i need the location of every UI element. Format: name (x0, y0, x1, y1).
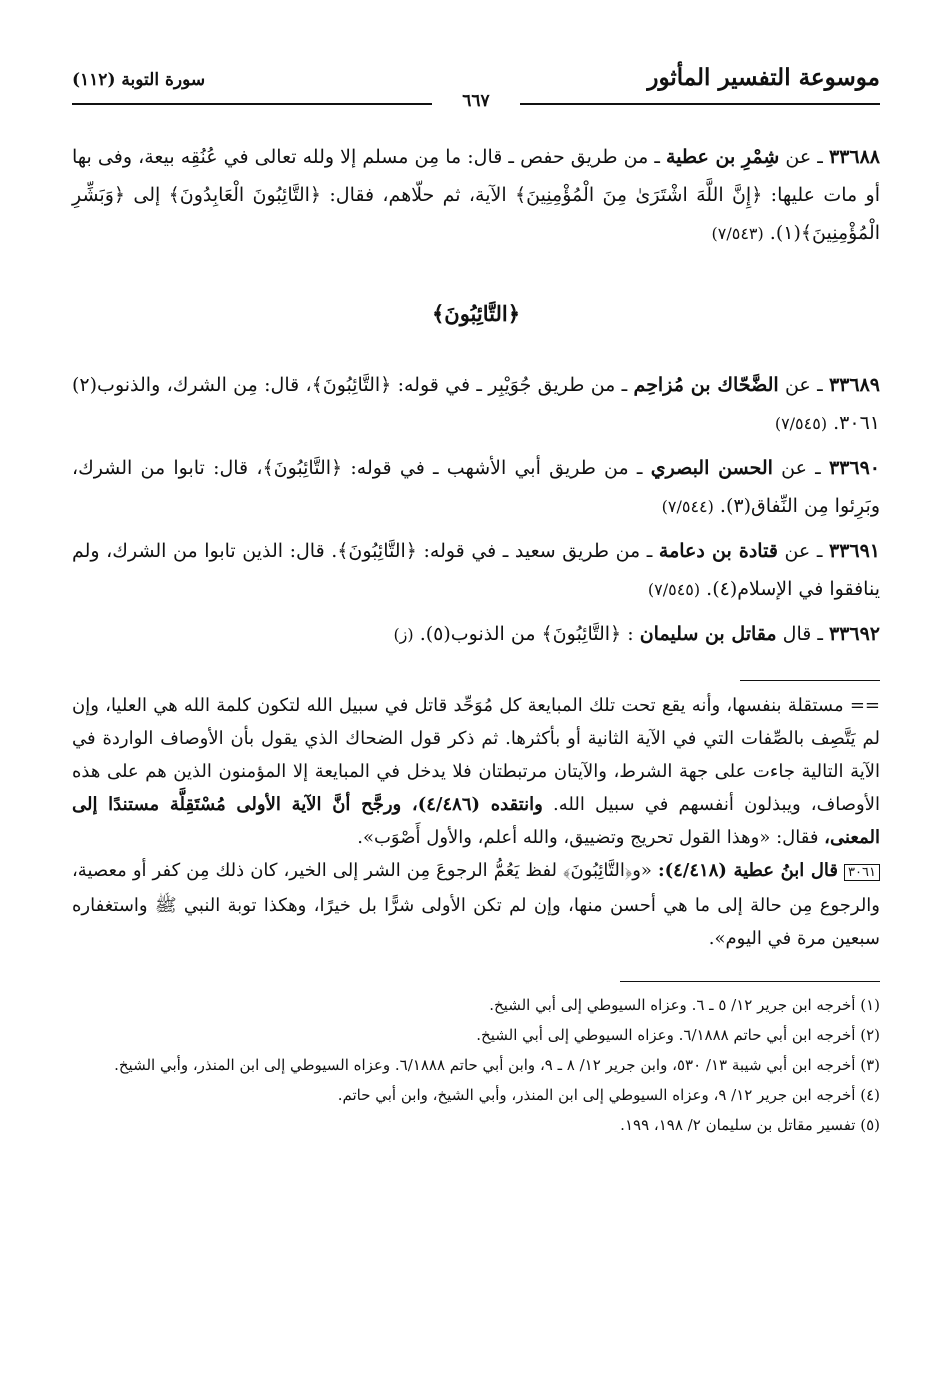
entry-text: ـ من طريق جُوَيْبِر ـ في قوله: ﴿التَّائِبُونَ﴾، قال: مِن الشرك، والذنوب(٢) ٣٠٦١. (72, 374, 880, 434)
page (72, 56, 880, 1134)
hadith-entry: ٣٣٦٩٢ ـ قال مقاتل بن سليمان : ﴿التَّائِبُونَ﴾ من الذنوب(٥). (ز) (393, 623, 880, 645)
footnote: (٤) أخرجه ابن جرير ١٢/ ٩، وعزاه السيوطي إلى ابن المنذر، وأبي الشيخ، وابن أبي حاتم. (337, 1086, 880, 1104)
footnote: (١) أخرجه ابن جرير ١٢/ ٥ ـ ٦. وعزاه السيوطي إلى أبي الشيخ. (489, 996, 880, 1014)
entry-number: ٣٣٦٩١ (828, 540, 880, 562)
entry-text: ـ من طريق حفص ـ قال: ما مِن مسلم إلا ولله تعالى في عُنُقِه بيعة، وفى بها أو مات عليها: ﴿إِنَّ اللَّهَ اشْتَرَىٰ مِنَ الْمُؤْمِنِينَ﴾ الآية، ثم حلّاهم، فقال: ﴿التَّائِبُونَ الْعَابِدُونَ﴾ إلى ﴿وَبَشِّرِ الْمُؤْمِنِينَ﴾(١). (72, 146, 880, 244)
page-number: ٦٦٧ (454, 91, 497, 111)
commentary-text: «و﴿التَّائِبُونَ﴾ لفظ يَعُمُّ الرجوعَ مِن الشر إلى الخير، كان ذلك مِن كفر أو معصية، والرجوع مِن حالة إلى ما هي أحسن منها، وإن لم تكن الأولى شرًّا بل خيرًا، وهكذا توبة النبي ﷺ واستغفاره سبعين مرة في اليوم». (72, 860, 880, 949)
commentary-paragraph (72, 689, 880, 854)
entry-number: ٣٣٦٨٩ (828, 374, 880, 396)
footnote-separator (620, 981, 880, 982)
hadith-entry: ٣٣٦٩٠ ـ عن الحسن البصري ـ من طريق أبي الأشهب ـ في قوله: ﴿التَّائِبُونَ﴾، قال: تابوا من الشرك، وبَرِئوا مِن النِّفاق(٣). (٧/٥٤٤) (72, 457, 880, 517)
narrator-name: قتادة بن دعامة (658, 540, 778, 562)
book-title: موسوعة التفسير المأثور (647, 64, 880, 91)
footnote: (٣) أخرجه ابن أبي شيبة ١٣/ ٥٣٠، وابن جرير ١٢/ ٨ ـ ٩، وابن أبي حاتم ٦/١٨٨٨. وعزاه السيوطي إلى ابن المنذر، وأبي الشيخ. (114, 1056, 880, 1074)
narrator-name: مقاتل بن سليمان (639, 623, 777, 645)
narrator-name: شِمْرِ بن عطية (666, 146, 780, 168)
commentary-bold: وانتقده (٤/٤٨٦)، ورجَّح أنَّ الآية الأولى مُسْتَقِلَّة مستندًا إلى المعنى، (72, 794, 880, 848)
commentary-tail: فقال: «وهذا القول تحريج وتضييق، والله أعلم، والأول أَصْوَب». (357, 827, 819, 848)
footnote: (٢) أخرجه ابن أبي حاتم ٦/١٨٨٨. وعزاه السيوطي إلى أبي الشيخ. (476, 1026, 880, 1044)
commentary-separator (740, 680, 880, 681)
surah-label: سورة التوبة (١١٢) (72, 70, 206, 90)
entry-number: ٣٣٦٩٠ (828, 457, 880, 479)
hadith-entry: ٣٣٦٨٩ ـ عن الضَّحّاك بن مُزاحِم ـ من طريق جُوَيْبِر ـ في قوله: ﴿التَّائِبُونَ﴾، قال: مِن الشرك، والذنوب(٢) ٣٠٦١. (٧/٥٤٥) (72, 374, 880, 434)
commentary-text: == مستقلة بنفسها، وأنه يقع تحت تلك المبايعة كل مُوَحِّد قاتل في سبيل الله لتكون كلمة الله هي العليا، وإن لم يَتَّصِف بالصِّفات التي في الآية الثانية أو بأكثرها. ثم ذكر قول الضحاك الذي يقول بأن الأوصاف الواردة في الآية التالية جاءت على جهة الشرط، والآيتان مرتبطتان فلا يدخل في المبايعة إلا المؤمنون الذين هم على هذه الأوصاف، ويبذلون أنفسهم في سبيل الله. (72, 695, 880, 815)
entry-reference: (٧/٥٤٥) (774, 414, 828, 433)
entry-reference: (٧/٥٤٥) (647, 580, 701, 599)
commentary-paragraph (72, 854, 880, 955)
section-heading: ﴿التَّائِبُونَ﴾ (431, 301, 521, 326)
footnote: (٥) تفسير مقاتل بن سليمان ٢/ ١٩٨، ١٩٩. (620, 1116, 880, 1134)
commentary (72, 689, 880, 955)
narrator-name: الضَّحّاك بن مُزاحِم (633, 374, 779, 396)
entry-text: ـ من طريق سعيد ـ في قوله: ﴿التَّائِبُونَ﴾. قال: الذين تابوا من الشرك، ولم ينافقوا في الإسلام(٤). (72, 540, 880, 600)
page-body (72, 138, 880, 1142)
running-header (72, 56, 880, 111)
entry-reference: (٧/٥٤٤) (661, 497, 714, 516)
entry-reference: (٧/٥٤٣) (711, 224, 764, 243)
narrator-name: الحسن البصري (650, 457, 773, 479)
commentary-bold: قال ابنُ عطية (٤/٤١٨): (657, 860, 839, 881)
hadith-entry: ٣٣٦٨٨ ـ عن شِمْرِ بن عطية ـ من طريق حفص ـ قال: ما مِن مسلم إلا ولله تعالى في عُنُقِه بيعة، وفى بها أو مات عليها: ﴿إِنَّ اللَّهَ اشْتَرَىٰ مِنَ الْمُؤْمِنِينَ﴾ الآية، ثم حلّاهم، فقال: ﴿التَّائِبُونَ الْعَابِدُونَ﴾ إلى ﴿وَبَشِّرِ الْمُؤْمِنِينَ﴾(١). (٧/٥٤٣) (72, 146, 880, 244)
page-number-bar (72, 91, 880, 112)
hadith-entry: ٣٣٦٩١ ـ عن قتادة بن دعامة ـ من طريق سعيد ـ في قوله: ﴿التَّائِبُونَ﴾. قال: الذين تابوا من الشرك، ولم ينافقوا في الإسلام(٤). (٧/٥٤٥) (72, 540, 880, 600)
entry-reference: (ز) (393, 625, 414, 644)
header-rule-right (520, 103, 880, 105)
footnotes (72, 992, 880, 1138)
note-number-box: ٣٠٦١ (844, 864, 880, 881)
entry-number: ٣٣٦٨٨ (828, 146, 880, 168)
entry-text: ـ من طريق أبي الأشهب ـ في قوله: ﴿التَّائِبُونَ﴾، قال: تابوا من الشرك، وبَرِئوا مِن النِّفاق(٣). (72, 457, 880, 517)
entry-number: ٣٣٦٩٢ (828, 623, 880, 645)
entry-text: : ﴿التَّائِبُونَ﴾ من الذنوب(٥). (419, 623, 634, 645)
header-rule-left (72, 103, 432, 105)
